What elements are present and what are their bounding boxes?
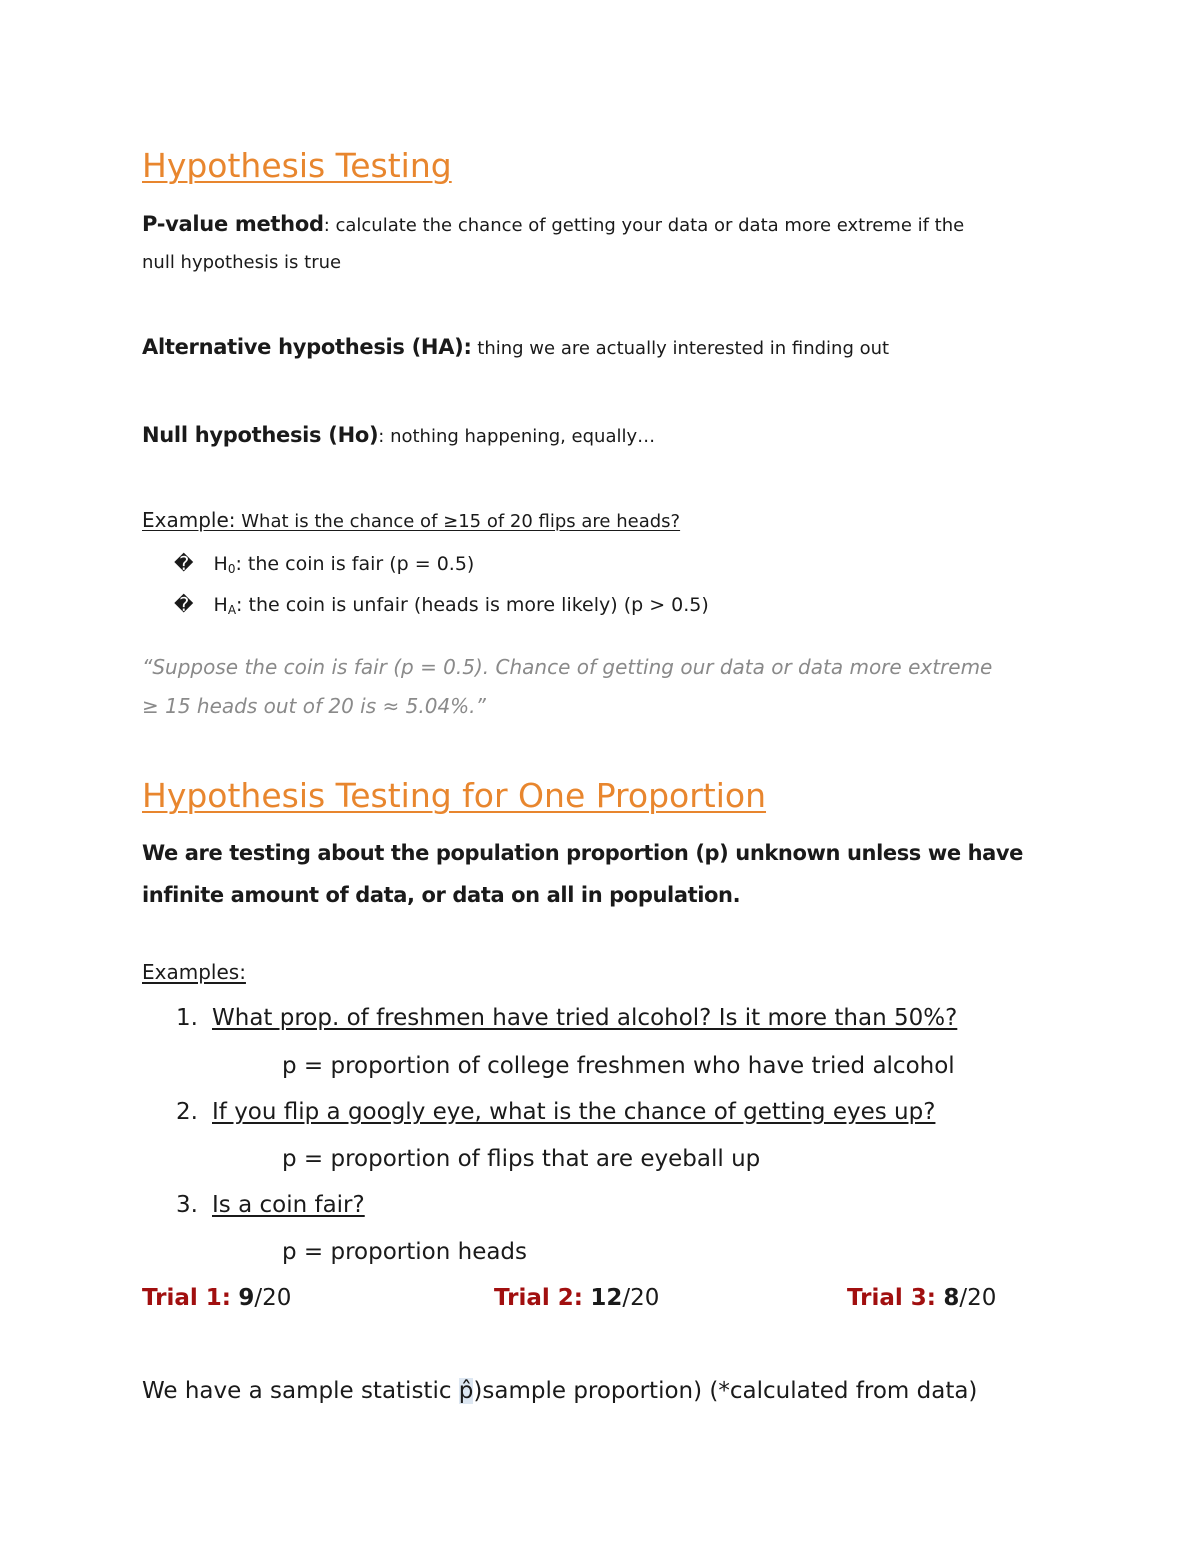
sample-stat-before: We have a sample statistic: [142, 1378, 459, 1404]
trial-2: [494, 1285, 659, 1311]
null-hypothesis-paragraph: [142, 423, 655, 447]
trial-3: [847, 1285, 996, 1311]
sample-stat-after: )sample proportion) (*calculated from data): [473, 1378, 978, 1404]
item-question: What prop. of freshmen have tried alcohol? Is it more than 50%?: [212, 1005, 958, 1031]
trial-value: 8: [943, 1285, 960, 1311]
example-item-1: [176, 1005, 957, 1031]
h0-symbol: $H_0$: [213, 553, 236, 576]
trial-label: Trial 1:: [142, 1285, 232, 1311]
trial-value: 9: [238, 1285, 255, 1311]
bullet-h0: [174, 553, 474, 576]
alternative-hypothesis-paragraph: [142, 335, 889, 359]
item-2-definition: p = proportion of flips that are eyeball up: [282, 1146, 761, 1172]
item-question: If you flip a googly eye, what is the chance of getting eyes up?: [212, 1099, 936, 1125]
quote-line-1: “Suppose the coin is fair (p = 0.5). Chance of getting our data or data more extreme: [142, 655, 993, 679]
quote-line-2: ≥ 15 heads out of 20 is ≈ 5.04%.”: [142, 694, 486, 718]
intro-line-1: We are testing about the population proportion (p) unknown unless we have: [142, 841, 1024, 865]
ha-text: : the coin is unfair (heads is more likely) (p > 0.5): [236, 594, 709, 616]
example-item-3: [176, 1192, 365, 1218]
intro-line-2: infinite amount of data, or data on all in population.: [142, 883, 741, 907]
trial-value: 12: [590, 1285, 623, 1311]
item-number: 1.: [176, 1005, 198, 1031]
h0-text: : the coin is fair (p = 0.5): [235, 553, 475, 575]
null-text: : nothing happening, equally…: [378, 426, 656, 447]
bullet-marker-icon: �: [174, 594, 194, 616]
trial-label: Trial 2:: [494, 1285, 584, 1311]
item-number: 3.: [176, 1192, 198, 1218]
section-title-one-proportion: Hypothesis Testing for One Proportion: [142, 776, 767, 815]
ha-symbol: $H_A$: [213, 594, 237, 617]
pvalue-paragraph: [142, 212, 964, 236]
pvalue-text-1: : calculate the chance of getting your data or data more extreme if the: [323, 215, 965, 236]
item-1-definition: p = proportion of college freshmen who have tried alcohol: [282, 1053, 955, 1079]
item-number: 2.: [176, 1099, 198, 1125]
examples-label: Examples:: [142, 960, 246, 984]
example-item-2: [176, 1099, 935, 1125]
alternative-text: thing we are actually interested in finding out: [471, 338, 890, 359]
null-label: Null hypothesis (Ho): [142, 423, 379, 447]
pvalue-label: P-value method: [142, 212, 324, 236]
item-3-definition: p = proportion heads: [282, 1239, 528, 1265]
pvalue-text-2: null hypothesis is true: [142, 252, 342, 273]
alternative-label: Alternative hypothesis (HA):: [142, 335, 472, 359]
example-line: [142, 508, 680, 532]
sample-statistic-line: [142, 1378, 977, 1404]
bullet-marker-icon: �: [174, 553, 194, 575]
trial-1: [142, 1285, 291, 1311]
trial-total: /20: [959, 1285, 997, 1311]
example-label: Example:: [142, 508, 236, 532]
item-question: Is a coin fair?: [212, 1192, 365, 1218]
section-title-hypothesis-testing: Hypothesis Testing: [142, 146, 452, 185]
trial-total: /20: [622, 1285, 660, 1311]
p-hat-symbol[interactable]: p̂: [458, 1378, 474, 1404]
trial-label: Trial 3:: [847, 1285, 937, 1311]
trial-total: /20: [254, 1285, 292, 1311]
example-question: What is the chance of ≥15 of 20 flips are heads?: [235, 511, 681, 532]
bullet-ha: [174, 594, 709, 617]
